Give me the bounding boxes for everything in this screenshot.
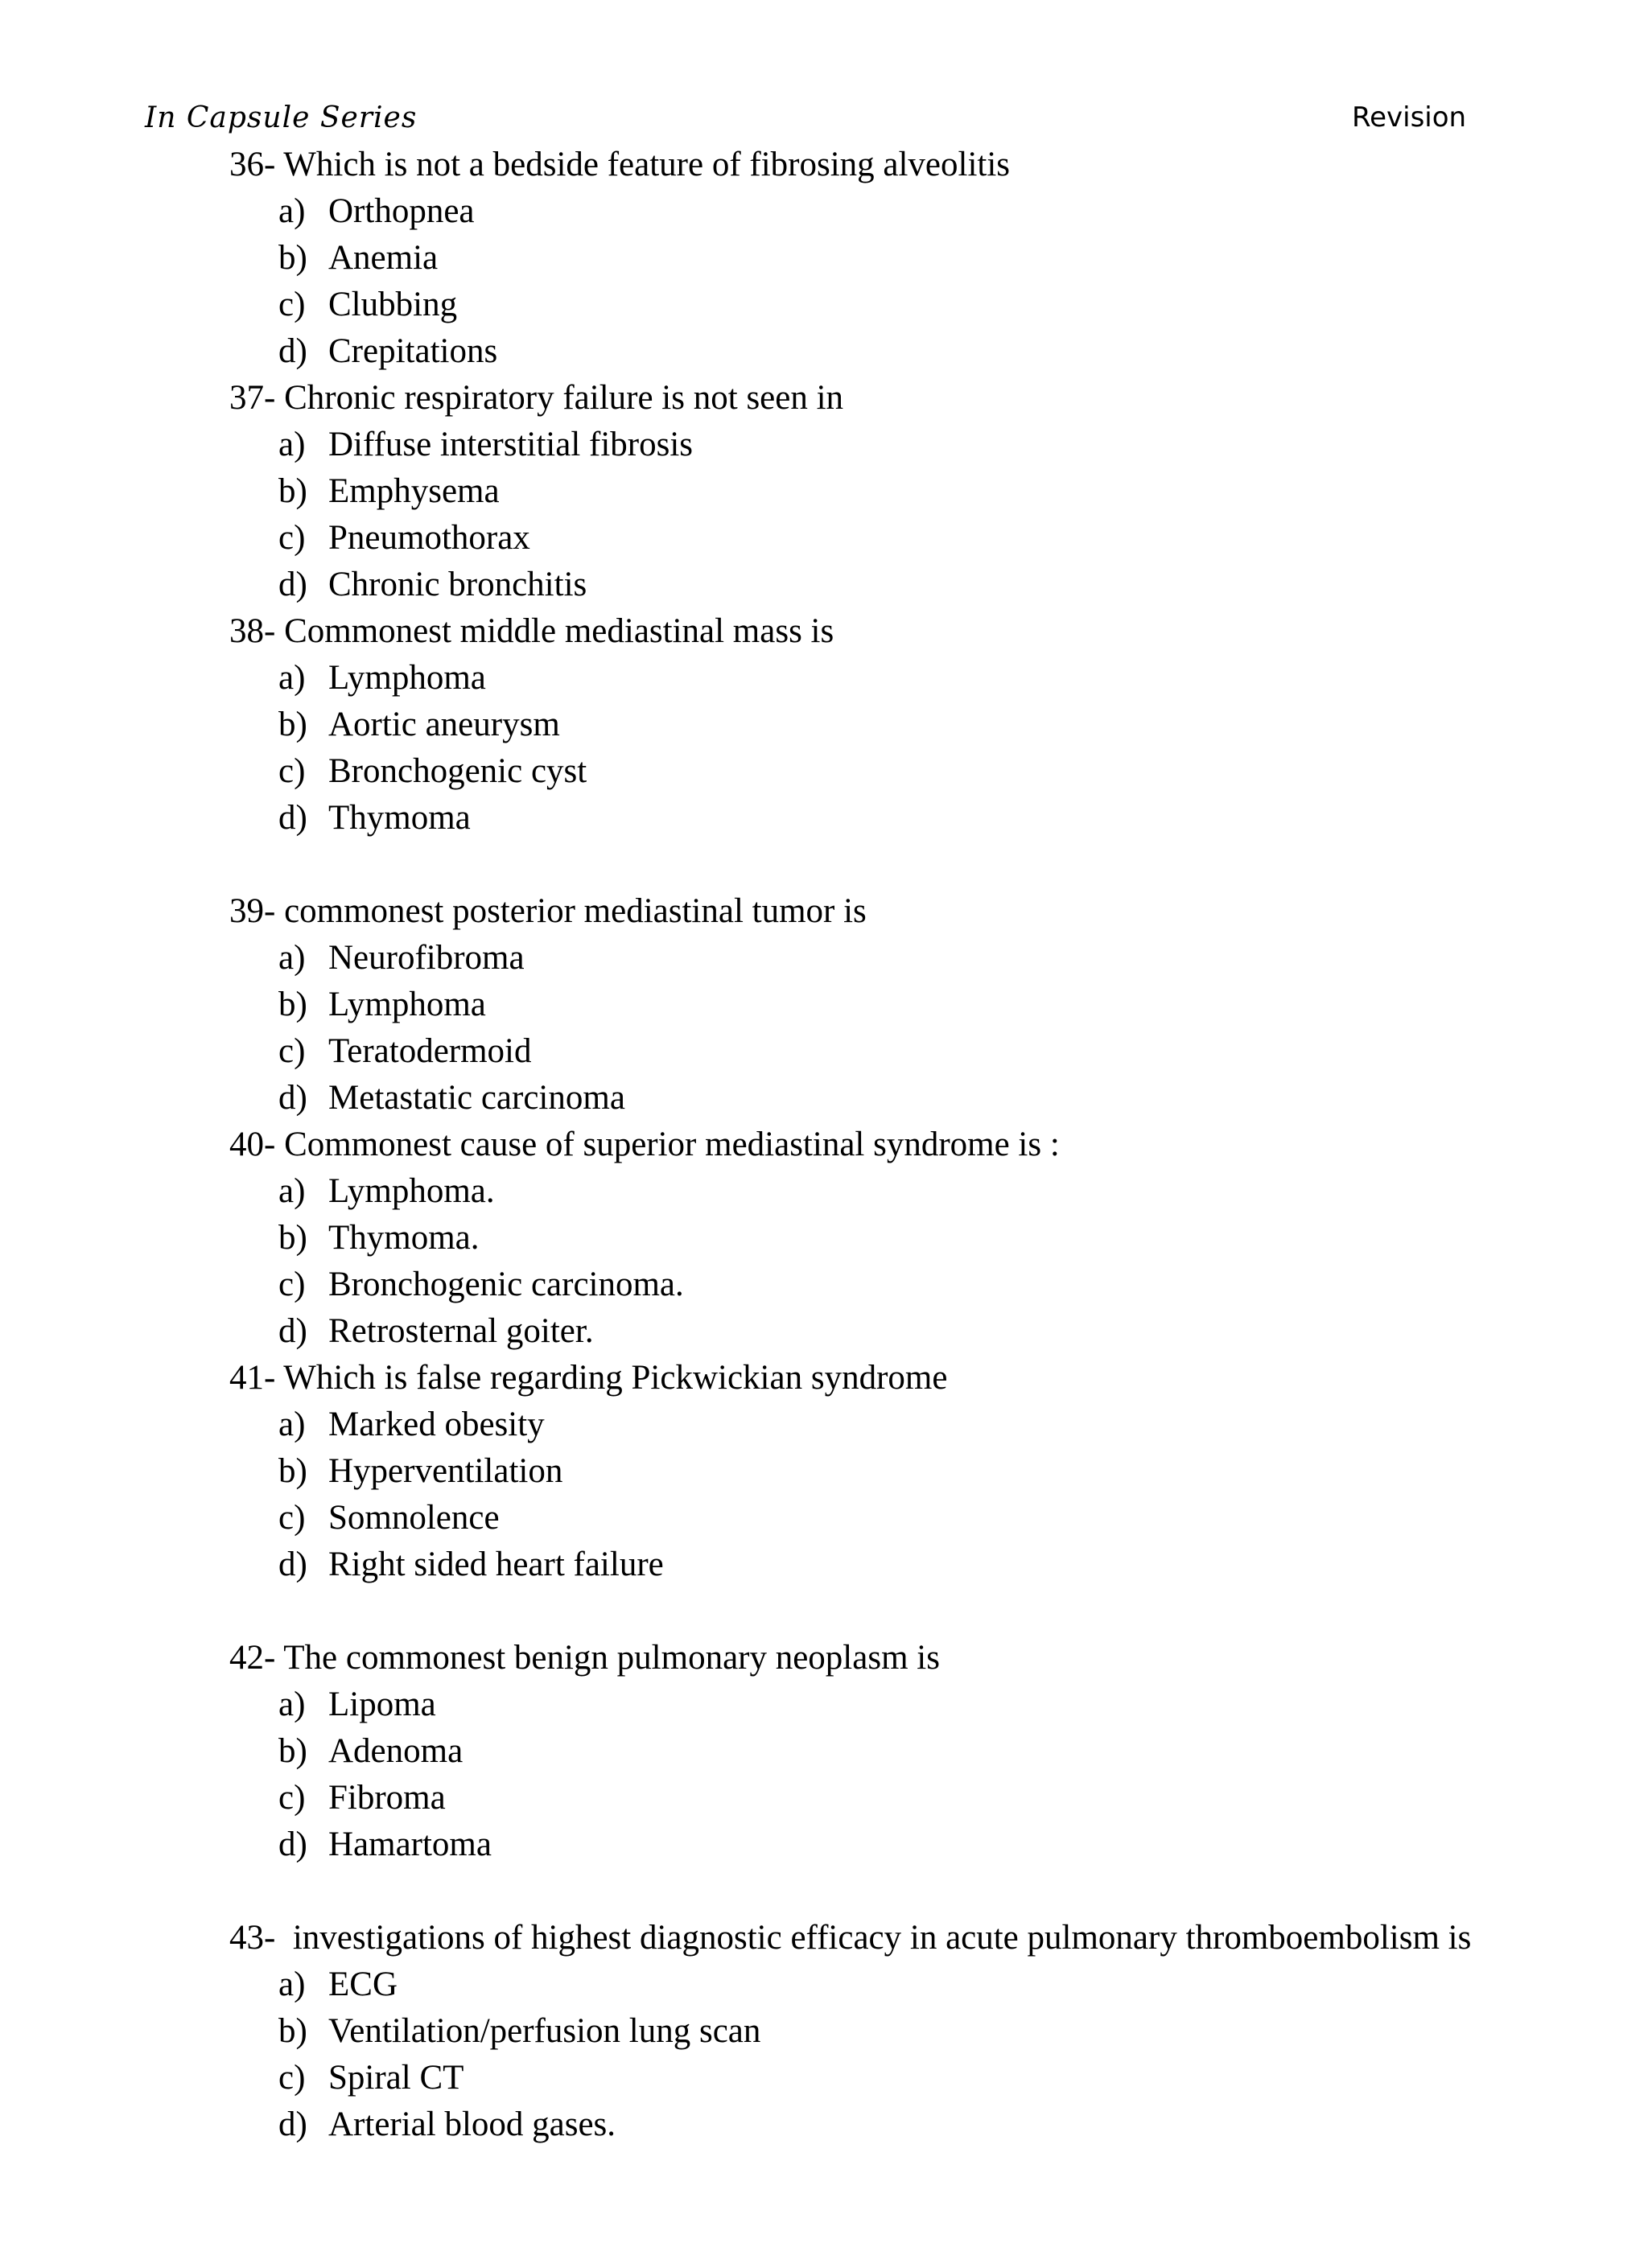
option-list — [229, 1681, 1597, 1868]
option-c — [229, 1262, 1597, 1308]
option-list — [229, 655, 1597, 842]
option-text: Lymphoma — [328, 986, 486, 1023]
option-letter: d) — [278, 1079, 307, 1117]
option-text: Lymphoma. — [328, 1172, 495, 1210]
option-letter: c) — [278, 2059, 306, 2097]
option-text: Lipoma — [328, 1686, 436, 1723]
option-text: Adenoma — [328, 1732, 464, 1770]
option-letter: d) — [278, 2105, 307, 2143]
option-b — [229, 982, 1597, 1028]
option-letter: b) — [278, 1452, 307, 1490]
option-text: Clubbing — [328, 286, 458, 323]
option-text: Lymphoma — [328, 659, 486, 697]
option-b — [229, 235, 1597, 282]
option-text: Neurofibroma — [328, 939, 525, 977]
option-a — [229, 188, 1597, 235]
option-text: Bronchogenic carcinoma. — [328, 1266, 684, 1303]
option-letter: a) — [278, 1965, 306, 2003]
question-42 — [229, 1635, 1597, 1868]
series-title: In Capsule Series — [145, 101, 418, 134]
option-letter: a) — [278, 939, 306, 977]
question-text: 36- Which is not a bedside feature of fibrosing alveolitis — [229, 146, 1011, 183]
question-text: 40- Commonest cause of superior mediastinal syndrome is : — [229, 1126, 1060, 1163]
option-text: Orthopnea — [328, 192, 475, 230]
option-d — [229, 795, 1597, 842]
option-text: Somnolence — [328, 1499, 500, 1537]
option-a — [229, 422, 1597, 468]
option-letter: a) — [278, 1406, 306, 1443]
option-text: Thymoma. — [328, 1219, 480, 1257]
option-list — [229, 1402, 1597, 1588]
option-d — [229, 562, 1597, 608]
option-letter: c) — [278, 519, 306, 557]
option-text: Spiral CT — [328, 2059, 464, 2097]
option-b — [229, 702, 1597, 748]
question-text: 42- The commonest benign pulmonary neoplasm is — [229, 1639, 940, 1677]
option-letter: a) — [278, 1172, 306, 1210]
option-letter: c) — [278, 1779, 306, 1817]
option-letter: b) — [278, 239, 307, 277]
option-text: Right sided heart failure — [328, 1546, 664, 1583]
option-c — [229, 515, 1597, 562]
question-40 — [229, 1122, 1597, 1355]
option-text: Marked obesity — [328, 1406, 545, 1443]
option-d — [229, 1541, 1597, 1588]
option-letter: c) — [278, 1266, 306, 1303]
section-label: Revision — [1352, 101, 1467, 134]
option-text: Fibroma — [328, 1779, 446, 1817]
option-text: Thymoma — [328, 799, 471, 837]
option-a — [229, 935, 1597, 982]
option-text: Metastatic carcinoma — [328, 1079, 625, 1117]
option-text: Crepitations — [328, 332, 498, 370]
blank-line — [229, 1868, 1597, 1915]
question-text: 43- investigations of highest diagnostic efficacy in acute pulmonary thromboembolism is — [229, 1919, 1472, 1957]
option-letter: c) — [278, 1032, 306, 1070]
option-letter: a) — [278, 1686, 306, 1723]
option-letter: b) — [278, 706, 307, 743]
option-letter: c) — [278, 752, 306, 790]
question-text: 37- Chronic respiratory failure is not seen in — [229, 379, 844, 417]
option-letter: b) — [278, 1219, 307, 1257]
option-text: ECG — [328, 1965, 398, 2003]
option-b — [229, 2008, 1597, 2055]
option-text: Diffuse interstitial fibrosis — [328, 426, 694, 463]
option-c — [229, 748, 1597, 795]
option-text: Arterial blood gases. — [328, 2105, 616, 2143]
option-d — [229, 1075, 1597, 1122]
option-text: Aortic aneurysm — [328, 706, 560, 743]
question-43 — [229, 1915, 1597, 2148]
option-letter: d) — [278, 1312, 307, 1350]
option-d — [229, 1308, 1597, 1355]
option-text: Pneumothorax — [328, 519, 530, 557]
option-letter: b) — [278, 1732, 307, 1770]
option-b — [229, 1448, 1597, 1495]
option-text: Teratodermoid — [328, 1032, 532, 1070]
option-letter: b) — [278, 472, 307, 510]
option-c — [229, 1775, 1597, 1821]
option-text: Bronchogenic cyst — [328, 752, 587, 790]
option-list — [229, 1168, 1597, 1355]
question-text: 41- Which is false regarding Pickwickian syndrome — [229, 1359, 948, 1397]
option-a — [229, 1961, 1597, 2008]
option-b — [229, 1215, 1597, 1262]
option-text: Ventilation/perfusion lung scan — [328, 2012, 761, 2050]
option-letter: d) — [278, 1546, 307, 1583]
option-d — [229, 328, 1597, 375]
question-37 — [229, 375, 1597, 608]
option-text: Hyperventilation — [328, 1452, 563, 1490]
option-list — [229, 1961, 1597, 2148]
option-letter: a) — [278, 659, 306, 697]
option-text: Retrosternal goiter. — [328, 1312, 594, 1350]
option-letter: a) — [278, 426, 306, 463]
option-text: Chronic bronchitis — [328, 566, 587, 603]
question-text: 39- commonest posterior mediastinal tumor is — [229, 892, 867, 930]
blank-line — [229, 842, 1597, 888]
option-d — [229, 1821, 1597, 1868]
question-38 — [229, 608, 1597, 842]
option-list — [229, 935, 1597, 1122]
blank-line — [229, 1588, 1597, 1635]
question-39 — [229, 888, 1597, 1122]
option-text: Hamartoma — [328, 1826, 492, 1863]
option-letter: b) — [278, 2012, 307, 2050]
option-b — [229, 468, 1597, 515]
option-letter: a) — [278, 192, 306, 230]
option-letter: d) — [278, 1826, 307, 1863]
option-list — [229, 422, 1597, 608]
option-letter: c) — [278, 1499, 306, 1537]
option-c — [229, 1495, 1597, 1541]
option-a — [229, 1402, 1597, 1448]
option-list — [229, 188, 1597, 375]
option-a — [229, 1168, 1597, 1215]
option-letter: b) — [278, 986, 307, 1023]
question-41 — [229, 1355, 1597, 1588]
question-text: 38- Commonest middle mediastinal mass is — [229, 612, 834, 650]
option-c — [229, 282, 1597, 328]
question-list — [229, 142, 1597, 2148]
option-letter: c) — [278, 286, 306, 323]
option-b — [229, 1728, 1597, 1775]
option-a — [229, 1681, 1597, 1728]
question-36 — [229, 142, 1597, 375]
option-letter: d) — [278, 799, 307, 837]
option-a — [229, 655, 1597, 702]
option-letter: d) — [278, 566, 307, 603]
option-c — [229, 2055, 1597, 2101]
option-text: Anemia — [328, 239, 439, 277]
option-d — [229, 2101, 1597, 2148]
option-letter: d) — [278, 332, 307, 370]
option-c — [229, 1028, 1597, 1075]
option-text: Emphysema — [328, 472, 500, 510]
